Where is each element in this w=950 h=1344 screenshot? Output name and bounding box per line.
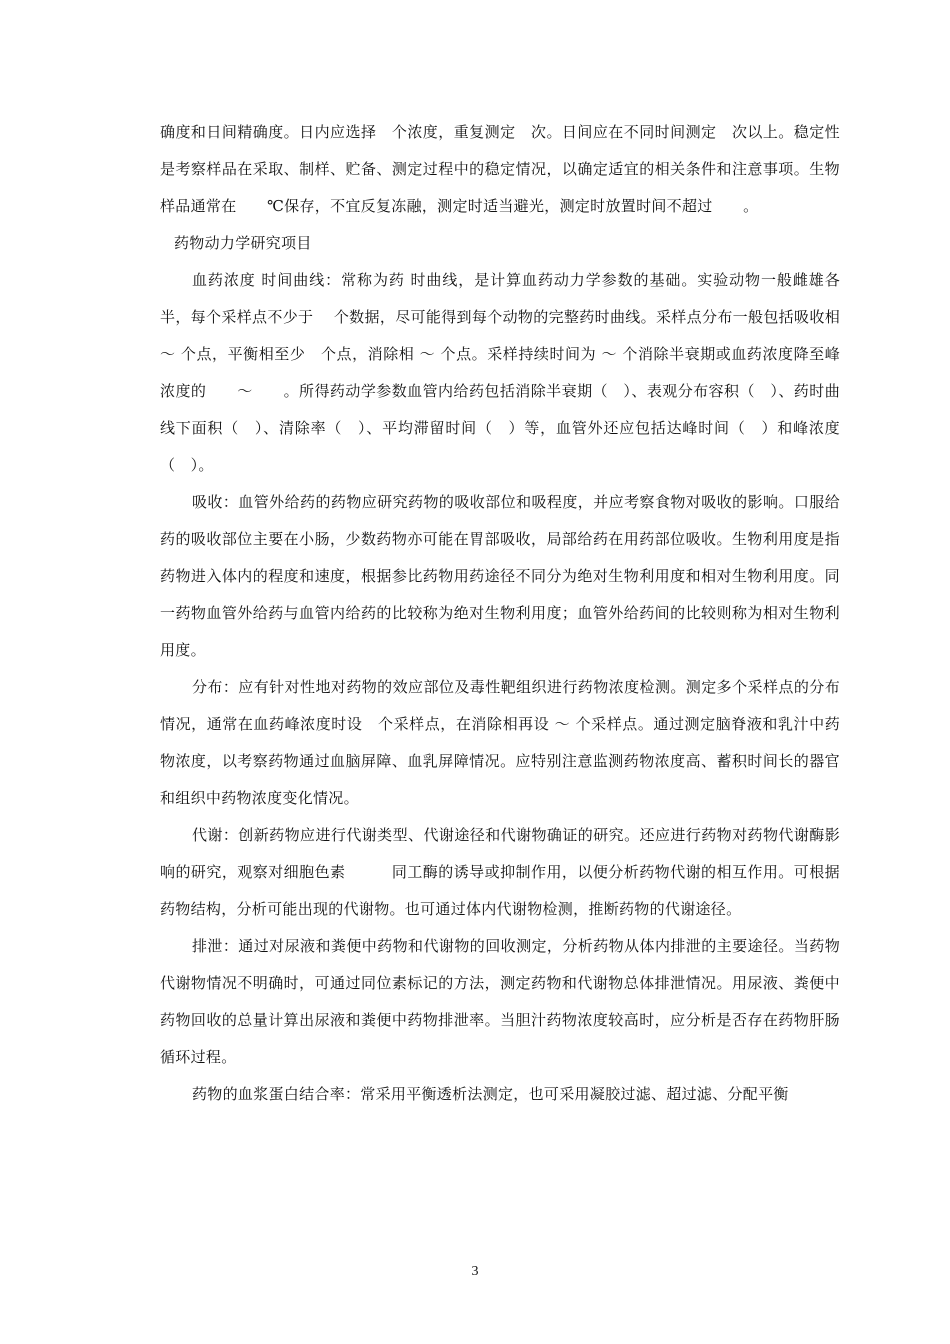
- paragraph-distribution: 分布：应有针对性地对药物的效应部位及毒性靶组织进行药物浓度检测。测定多个采样点的分布情况，通常在血药峰浓度时设 个采样点，在消除相再设 ～ 个采样点。通过测定脑脊液和乳汁中药物浓度，以考察药物通过血脑屏障、血乳屏障情况。应特别注意监测药物浓度高、蓄积时间长的器官和组织中药物浓度变化情况。: [160, 678, 840, 807]
- body-text: [160, 114, 840, 1113]
- paragraph-precision-stability: 确度和日间精确度。日内应选择 个浓度，重复测定 次。日间应在不同时间测定 次以上。稳定性是考察样品在采取、制样、贮备、测定过程中的稳定情况，以确定适宜的相关条件和注意事项。生物样品通常在 ℃保存，不宜反复冻融，测定时适当避光，测定时放置时间不超过 。: [160, 123, 840, 215]
- page-number: 3: [471, 1264, 479, 1279]
- paragraph-excretion: 排泄：通过对尿液和粪便中药物和代谢物的回收测定，分析药物从体内排泄的主要途径。当药物代谢物情况不明确时，可通过同位素标记的方法，测定药物和代谢物总体排泄情况。用尿液、粪便中药物回收的总量计算出尿液和粪便中药物排泄率。当胆汁药物浓度较高时，应分析是否存在药物肝肠循环过程。: [160, 937, 840, 1066]
- paragraph-concentration-time-curve: 血药浓度 时间曲线：常称为药 时曲线，是计算血药动力学参数的基础。实验动物一般雌雄各半，每个采样点不少于 个数据，尽可能得到每个动物的完整药时曲线。采样点分布一般包括吸收相 ～ 个点，平衡相至少 个点，消除相 ～ 个点。采样持续时间为 ～ 个消除半衰期或血药浓度降至峰浓度的 ～ 。所得药动学参数血管内给药包括消除半衰期（ ）、表观分布容积（ ）、药时曲线下面积（ ）、清除率（ ）、平均滞留时间（ ）等，血管外还应包括达峰时间（ ）和峰浓度（ ）。: [160, 271, 840, 474]
- paragraph-protein-binding: 药物的血浆蛋白结合率：常采用平衡透析法测定，也可采用凝胶过滤、超过滤、分配平衡: [192, 1085, 789, 1103]
- paragraph-metabolism: 代谢：创新药物应进行代谢类型、代谢途径和代谢物确证的研究。还应进行药物对药物代谢酶影响的研究，观察对细胞色素 同工酶的诱导或抑制作用，以便分析药物代谢的相互作用。可根据药物结构，分析可能出现的代谢物。也可通过体内代谢物检测，推断药物的代谢途径。: [160, 826, 840, 918]
- section-heading-pk-items: 药物动力学研究项目: [174, 234, 312, 252]
- paragraph-absorption: 吸收：血管外给药的药物应研究药物的吸收部位和吸程度，并应考察食物对吸收的影响。口服给药的吸收部位主要在小肠，少数药物亦可能在胃部吸收，局部给药在用药部位吸收。生物利用度是指药物进入体内的程度和速度，根据参比药物用药途径不同分为绝对生物利用度和相对生物利用度。同一药物血管外给药与血管内给药的比较称为绝对生物利用度；血管外给药间的比较则称为相对生物利用度。: [160, 493, 840, 659]
